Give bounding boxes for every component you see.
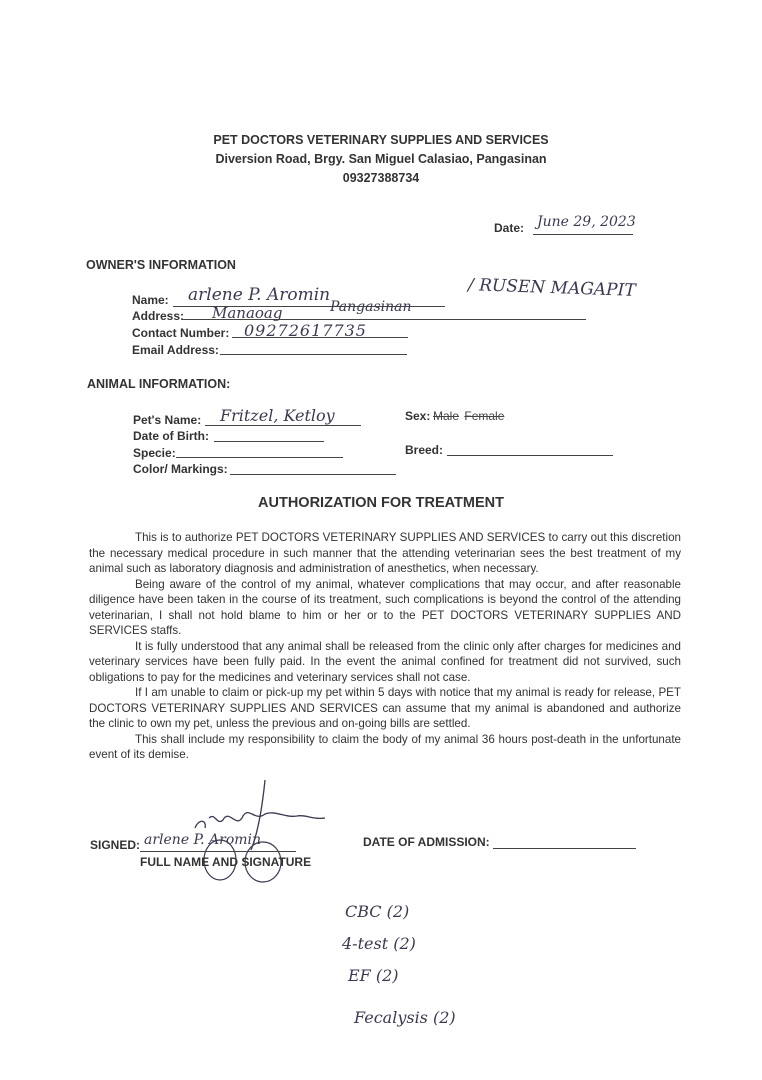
address-value-city: Manaoag xyxy=(212,304,283,322)
animal-heading: ANIMAL INFORMATION: xyxy=(87,377,231,391)
pet-name-line xyxy=(205,425,361,426)
date-line xyxy=(533,234,633,235)
email-line xyxy=(220,354,407,355)
email-label: Email Address: xyxy=(132,343,219,357)
specie-label: Specie: xyxy=(133,446,176,460)
sex-options xyxy=(433,409,504,423)
paragraph-release: It is fully understood that any animal shall be released from the clinic only after charges for medicines and veterinary services have been fully paid. In the event the animal confined for treatment did not survived, such obligations to pay for the medicines and veterinary services shall not case. xyxy=(89,639,681,684)
signature-caption: FULL NAME AND SIGNATURE xyxy=(140,855,312,869)
address-label: Address: xyxy=(132,309,185,323)
note-line: Fecalysis (2) xyxy=(354,1008,456,1027)
contact-label: Contact Number: xyxy=(132,326,230,340)
color-line xyxy=(230,474,396,475)
note-line: EF (2) xyxy=(348,966,399,985)
contact-value: 09272617735 xyxy=(244,321,367,340)
name-extra: / RUSEN MAGAPIT xyxy=(467,275,636,301)
date-value: June 29, 2023 xyxy=(537,214,636,230)
admission-line xyxy=(493,848,636,849)
dob-label: Date of Birth: xyxy=(133,429,209,443)
note-line: 4-test (2) xyxy=(342,934,416,953)
breed-label: Breed: xyxy=(405,443,444,457)
color-label: Color/ Markings: xyxy=(133,462,228,476)
paragraph-abandonment: If I am unable to claim or pick-up my pet within 5 days with notice that my animal is ready for release, PET DOCTORS VETERINARY SUPPLIES AND SERVICES can assume that my animal is abandoned and authorize the clinic to own my pet, unless the previous and on-going bills are settled. xyxy=(89,686,681,730)
clinic-name: PET DOCTORS VETERINARY SUPPLIES AND SERVICES xyxy=(213,133,549,147)
date-label: Date: xyxy=(494,221,525,235)
signature-line xyxy=(140,851,296,852)
name-label: Name: xyxy=(132,293,169,307)
pet-name-label: Pet's Name: xyxy=(133,413,202,427)
breed-line xyxy=(447,455,613,456)
authorization-title: AUTHORIZATION FOR TREATMENT xyxy=(258,495,504,511)
signed-value: arlene P. Aromin xyxy=(144,832,262,848)
note-line: CBC (2) xyxy=(345,902,410,921)
sex-label: Sex: xyxy=(405,409,431,423)
clinic-phone: 09327388734 xyxy=(342,171,420,185)
sex-option-female: Female xyxy=(464,409,505,423)
name-value: arlene P. Aromin xyxy=(188,285,331,305)
signed-label: SIGNED: xyxy=(90,838,141,852)
specie-line xyxy=(176,457,343,458)
pet-name-value: Fritzel, Ketloy xyxy=(220,406,335,425)
paragraph-remains: This shall include my responsibility to claim the body of my animal 36 hours post-death in the unfortunate event of its demise. xyxy=(89,732,681,761)
clinic-address: Diversion Road, Brgy. San Miguel Calasiao, Pangasinan xyxy=(215,152,547,166)
admission-label: DATE OF ADMISSION: xyxy=(363,835,490,849)
paragraph-complications: Being aware of the control of my animal, whatever complications that may occur, and after reasonable diligence have been taken in the course of its treatment, such complications is beyond the control of the attending veterinarian, I shall not hold blame to him or her or to the PET DOCTORS VETERINARY SUPPLIES AND SERVICES staffs. xyxy=(89,577,681,637)
dob-line xyxy=(214,441,324,442)
sex-option-male: Male xyxy=(433,409,460,423)
owner-heading: OWNER'S INFORMATION xyxy=(86,258,236,272)
paragraph-authorize: This is to authorize PET DOCTORS VETERINARY SUPPLIES AND SERVICES to carry out this discretion the necessary medical procedure in such manner that the attending veterinarian sees the best treatment of my animal such as laboratory diagnosis and administration of anesthetics, when necessary. xyxy=(89,531,681,575)
authorization-body xyxy=(89,530,681,763)
address-value-province: Pangasinan xyxy=(330,299,412,315)
